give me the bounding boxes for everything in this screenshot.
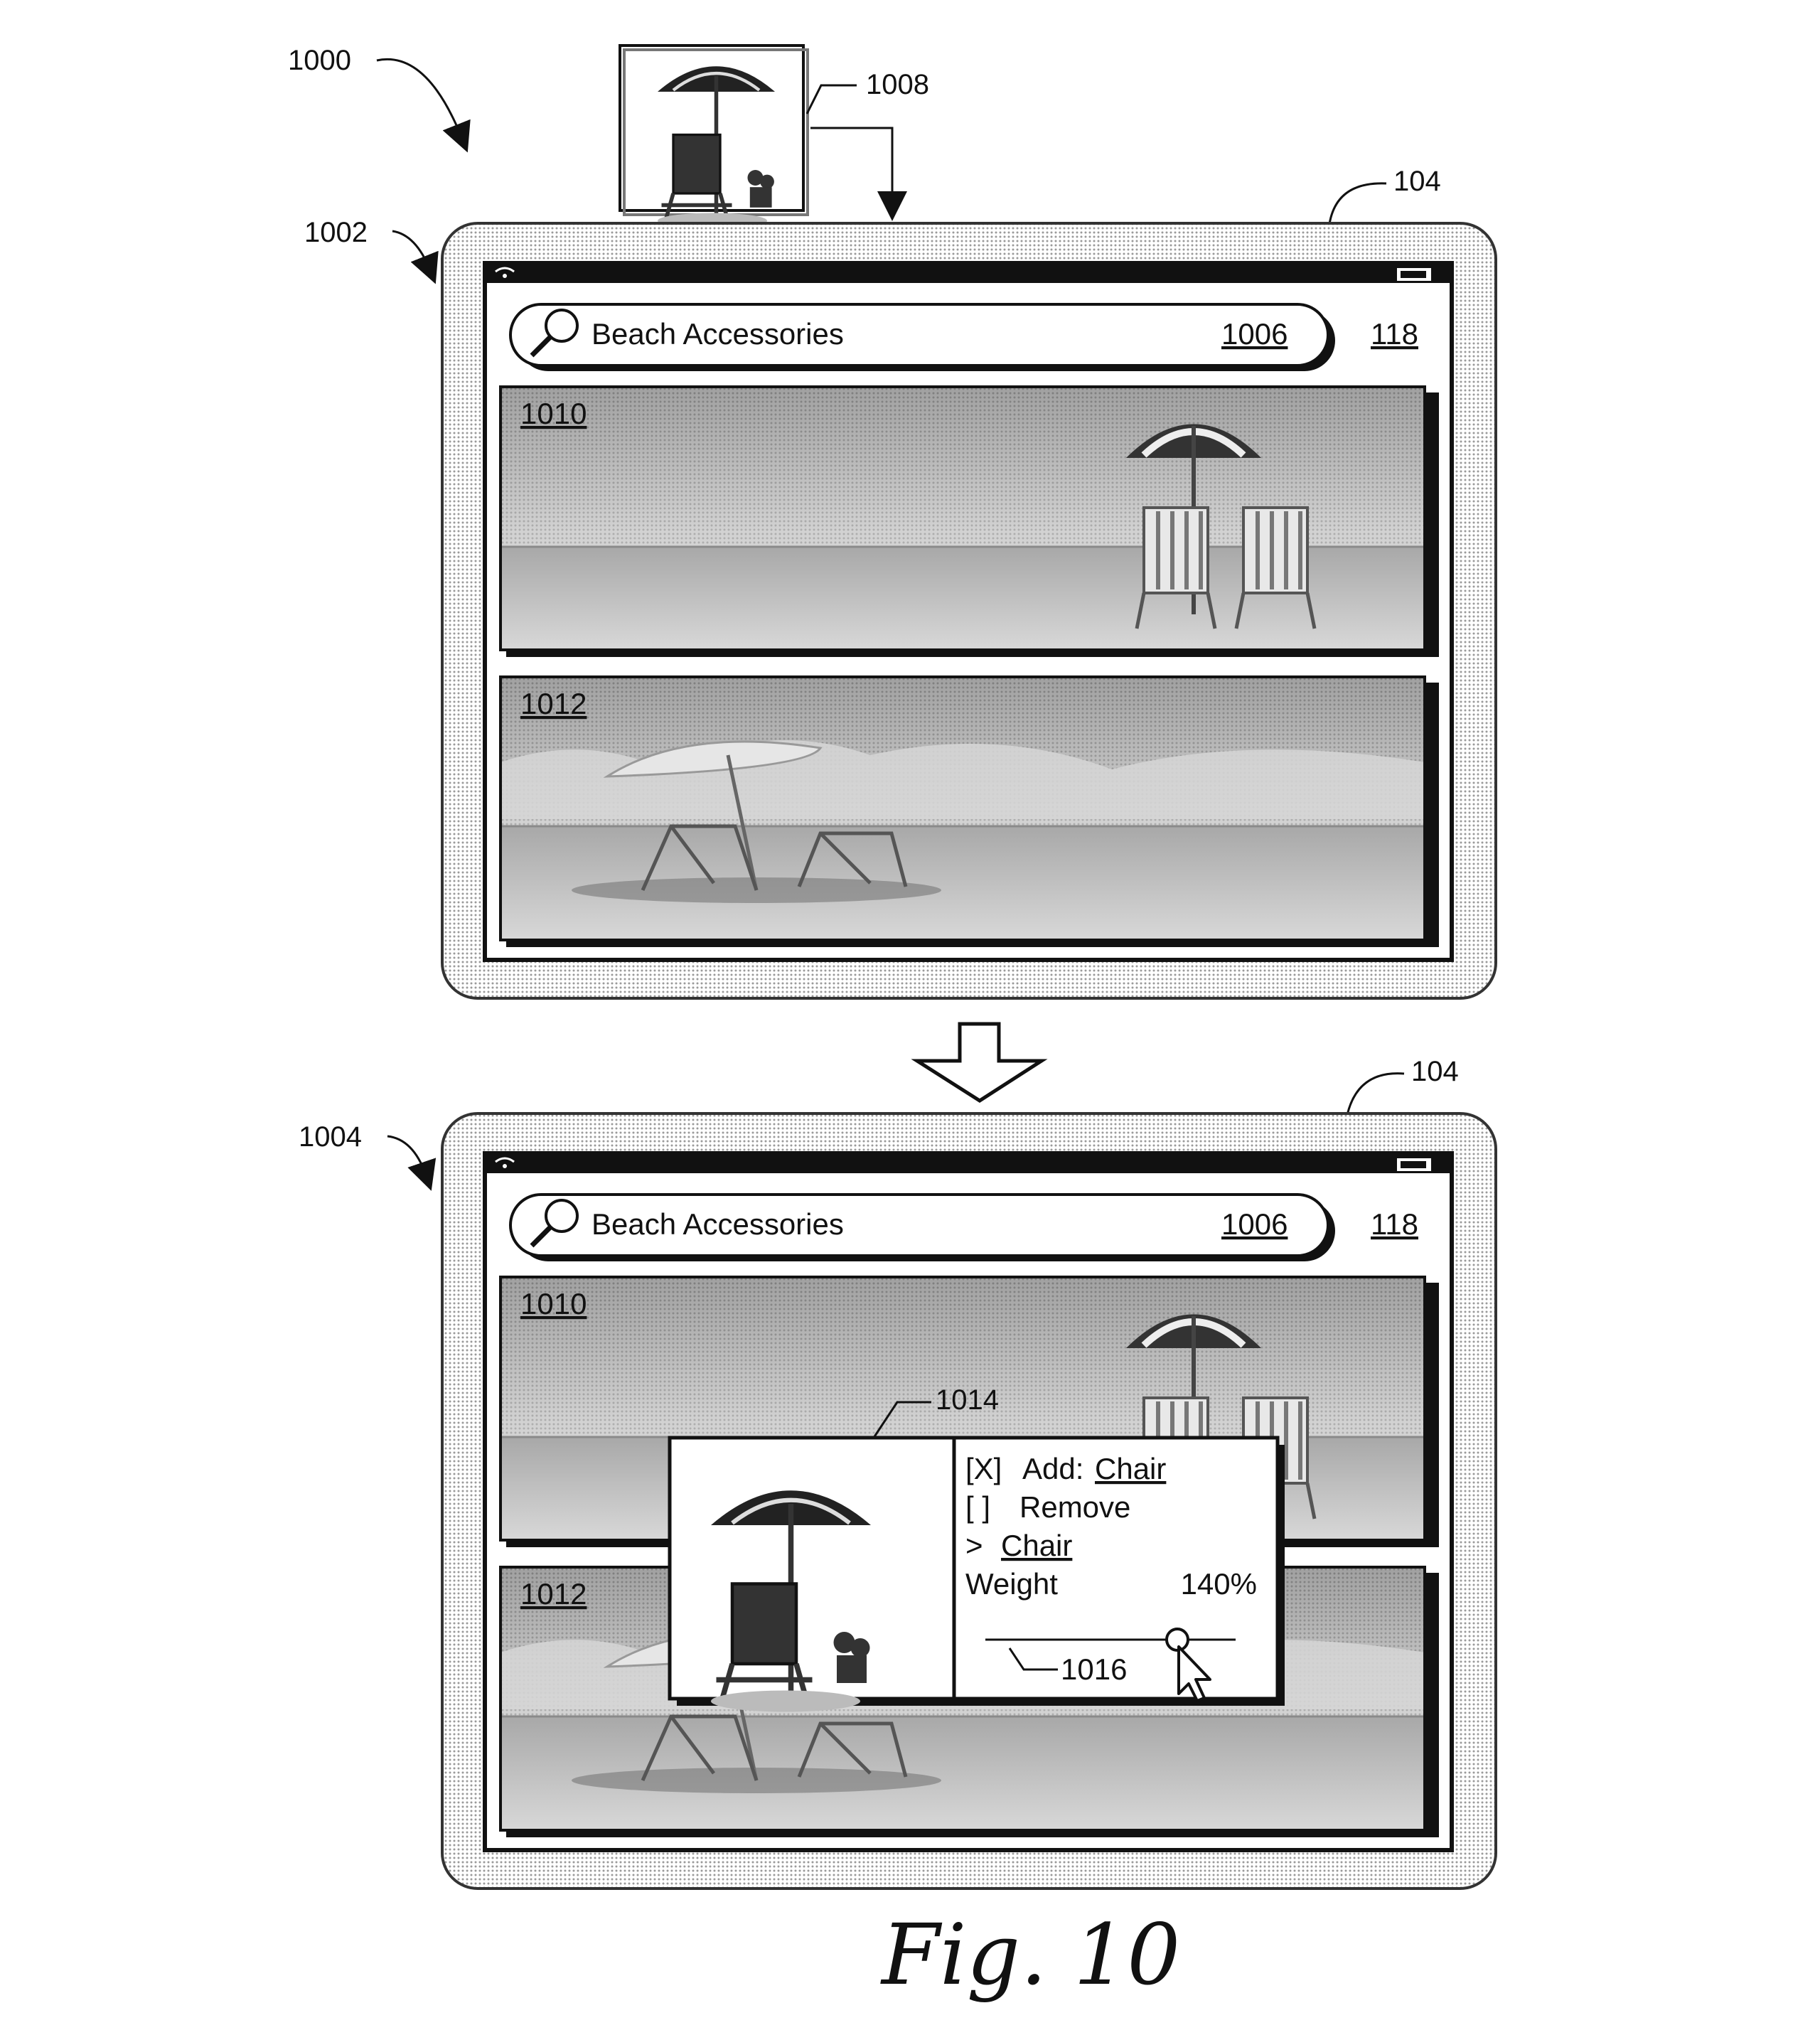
ref-1012: 1012: [520, 687, 587, 720]
transition-arrow: [917, 1024, 1042, 1101]
ref-1000: 1000: [288, 45, 351, 76]
add-checkbox[interactable]: [X]: [965, 1452, 1002, 1485]
weight-label: Weight: [965, 1567, 1058, 1601]
ref-118: 118: [1371, 1207, 1418, 1241]
search-input-text[interactable]: Beach Accessories: [592, 317, 844, 351]
add-item-link[interactable]: Chair: [1095, 1452, 1167, 1485]
image-result-1012[interactable]: [500, 677, 1439, 947]
add-label: Add:: [1022, 1452, 1084, 1485]
ref-104-top: 104: [1393, 166, 1441, 197]
ref-1006: 1006: [1221, 1207, 1288, 1241]
ref-1004: 1004: [299, 1121, 362, 1153]
leader-1008: [807, 85, 857, 114]
ref-1010: 1010: [520, 397, 587, 430]
leader-104-top: [1329, 183, 1386, 224]
ref-118: 118: [1371, 317, 1418, 351]
ref-1008: 1008: [866, 69, 929, 100]
sub-item-link[interactable]: Chair: [1001, 1529, 1073, 1562]
image-result-1010[interactable]: [500, 387, 1439, 657]
ref-1010: 1010: [520, 1287, 587, 1320]
leader-104-bottom: [1347, 1074, 1404, 1115]
remove-label: Remove: [1019, 1490, 1131, 1524]
weight-value: 140%: [1180, 1567, 1257, 1601]
ref-104-bottom: 104: [1411, 1056, 1459, 1087]
search-input-text[interactable]: Beach Accessories: [592, 1207, 844, 1241]
ref-1006: 1006: [1221, 317, 1288, 351]
leader-1002: [392, 231, 430, 270]
ref-1014: 1014: [936, 1384, 999, 1416]
dragged-thumbnail-1008[interactable]: [620, 46, 808, 229]
chevron-right-icon: >: [965, 1529, 983, 1562]
ref-1002: 1002: [304, 217, 368, 248]
ref-1016: 1016: [1061, 1652, 1128, 1686]
leader-1004: [387, 1136, 427, 1177]
ref-1012: 1012: [520, 1577, 587, 1610]
drop-arrow: [810, 128, 892, 206]
leader-1000: [377, 59, 462, 139]
figure-caption: Fig. 10: [882, 1906, 1181, 2004]
remove-checkbox[interactable]: [ ]: [965, 1490, 991, 1524]
